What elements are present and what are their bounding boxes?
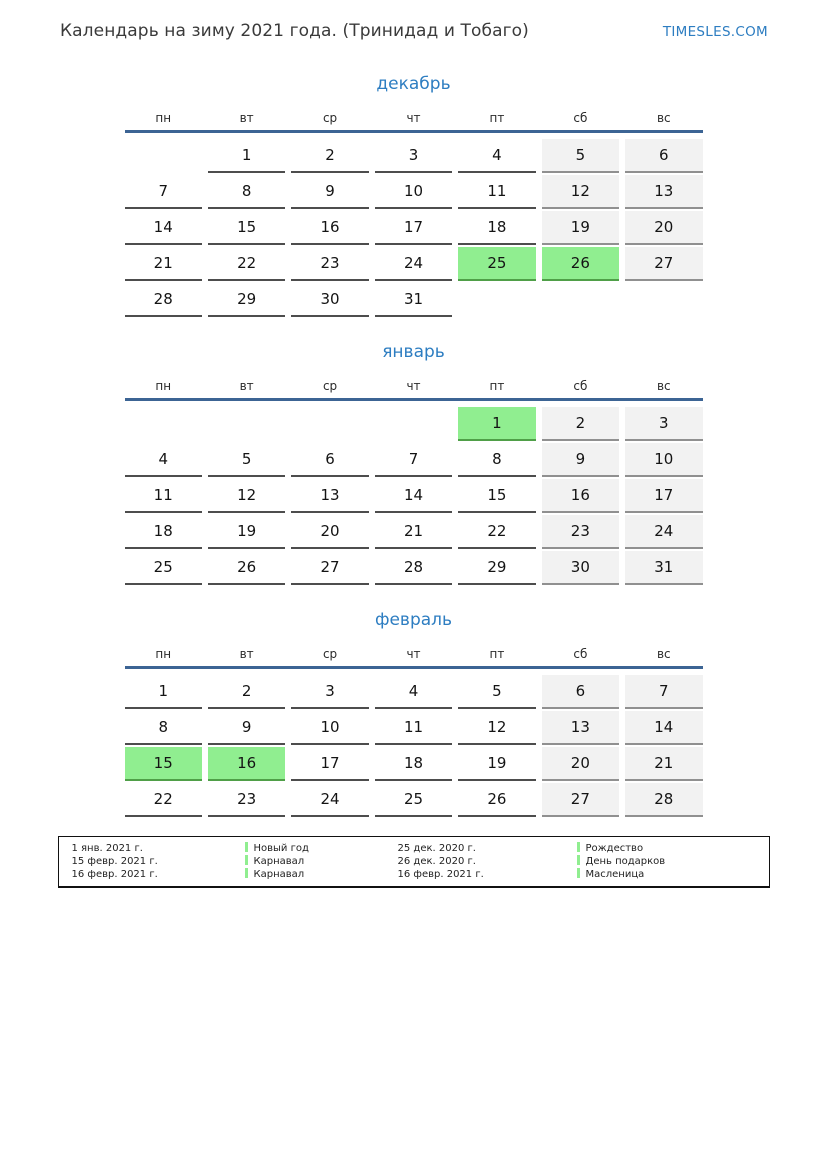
- legend-holiday-label: Рождество: [585, 843, 644, 854]
- legend-holiday-label: Карнавал: [253, 869, 305, 880]
- header-rule: [125, 666, 703, 669]
- month-grid: [125, 407, 703, 585]
- day-cell-day: 4: [125, 443, 202, 477]
- day-cell-day: 23: [208, 783, 285, 817]
- day-cell-day: 7: [125, 175, 202, 209]
- day-cell-holiday: 26: [542, 247, 619, 281]
- day-cell-day: 16: [291, 211, 368, 245]
- day-cell-day: 22: [208, 247, 285, 281]
- month-december: [125, 73, 703, 317]
- day-cell-weekend: 14: [625, 711, 702, 745]
- day-cell-day: 27: [291, 551, 368, 585]
- day-cell-day: 2: [291, 139, 368, 173]
- weekday-header-row: [125, 109, 703, 127]
- day-cell-day: 25: [125, 551, 202, 585]
- day-cell-day: 11: [375, 711, 452, 745]
- day-cell-day: 14: [375, 479, 452, 513]
- month-grid: [125, 675, 703, 817]
- empty-cell: [291, 407, 368, 441]
- day-cell-day: 22: [125, 783, 202, 817]
- month-title: декабрь: [376, 74, 451, 94]
- day-cell-weekend: 13: [542, 711, 619, 745]
- day-cell-weekend: 27: [542, 783, 619, 817]
- page-title: Календарь на зиму 2021 года. (Тринидад и Тобаго): [60, 21, 529, 41]
- day-cell-weekend: 21: [625, 747, 702, 781]
- day-cell-day: 28: [125, 283, 202, 317]
- day-cell-day: 17: [291, 747, 368, 781]
- day-cell-day: 7: [375, 443, 452, 477]
- weekday-label: вс: [656, 111, 671, 125]
- legend-date: 1 янв. 2021 г.: [71, 843, 143, 854]
- empty-cell: [542, 283, 619, 317]
- legend-holiday: [577, 842, 769, 855]
- day-cell-day: 11: [125, 479, 202, 513]
- day-cell-day: 1: [125, 675, 202, 709]
- empty-cell: [458, 283, 535, 317]
- day-cell-weekend: 20: [625, 211, 702, 245]
- day-cell-day: 26: [208, 551, 285, 585]
- day-cell-day: 14: [125, 211, 202, 245]
- month-title: январь: [382, 342, 445, 362]
- day-cell-day: 8: [208, 175, 285, 209]
- day-cell-day: 9: [291, 175, 368, 209]
- brand-link[interactable]: TIMESLES.COM: [662, 24, 768, 40]
- legend-holiday: [245, 868, 398, 881]
- header-rule: [125, 130, 703, 133]
- weekday-label: сб: [573, 647, 588, 661]
- legend-holiday: [577, 868, 769, 881]
- day-cell-weekend: 31: [625, 551, 702, 585]
- day-cell-day: 19: [208, 515, 285, 549]
- month-february: [125, 609, 703, 817]
- holiday-marker-icon: [577, 842, 580, 852]
- weekday-label: пт: [489, 111, 505, 125]
- header-rule: [125, 398, 703, 401]
- day-cell-holiday: 15: [125, 747, 202, 781]
- legend-date: 16 февр. 2021 г.: [397, 869, 484, 880]
- legend-row: [72, 855, 769, 868]
- weekday-label: вс: [656, 379, 671, 393]
- day-cell-day: 22: [458, 515, 535, 549]
- day-cell-day: 18: [375, 747, 452, 781]
- day-cell-weekend: 20: [542, 747, 619, 781]
- day-cell-weekend: 27: [625, 247, 702, 281]
- day-cell-day: 12: [458, 711, 535, 745]
- day-cell-day: 21: [375, 515, 452, 549]
- day-cell-day: 1: [208, 139, 285, 173]
- day-cell-day: 19: [458, 747, 535, 781]
- day-cell-day: 11: [458, 175, 535, 209]
- weekday-label: пт: [489, 647, 505, 661]
- day-cell-day: 23: [291, 247, 368, 281]
- day-cell-day: 20: [291, 515, 368, 549]
- day-cell-day: 18: [458, 211, 535, 245]
- weekday-label: чт: [406, 647, 421, 661]
- legend-date: 26 дек. 2020 г.: [397, 856, 476, 867]
- day-cell-weekend: 9: [542, 443, 619, 477]
- empty-cell: [125, 139, 202, 173]
- weekday-label: сб: [573, 379, 588, 393]
- day-cell-day: 15: [208, 211, 285, 245]
- weekday-label: ср: [322, 111, 338, 125]
- day-cell-holiday: 16: [208, 747, 285, 781]
- holiday-marker-icon: [245, 868, 248, 878]
- legend-row: [72, 868, 769, 881]
- legend-holiday-label: Масленица: [585, 869, 645, 880]
- day-cell-day: 24: [291, 783, 368, 817]
- day-cell-day: 21: [125, 247, 202, 281]
- day-cell-day: 5: [208, 443, 285, 477]
- day-cell-weekend: 23: [542, 515, 619, 549]
- day-cell-day: 6: [291, 443, 368, 477]
- weekday-label: вт: [239, 379, 254, 393]
- day-cell-weekend: 2: [542, 407, 619, 441]
- legend-row: [72, 842, 769, 855]
- day-cell-weekend: 28: [625, 783, 702, 817]
- month-grid: [125, 139, 703, 317]
- day-cell-day: 2: [208, 675, 285, 709]
- day-cell-day: 4: [375, 675, 452, 709]
- weekday-label: чт: [406, 379, 421, 393]
- weekday-label: чт: [406, 111, 421, 125]
- empty-cell: [625, 283, 702, 317]
- day-cell-weekend: 6: [542, 675, 619, 709]
- day-cell-holiday: 1: [458, 407, 535, 441]
- month-title: февраль: [374, 610, 453, 630]
- day-cell-weekend: 16: [542, 479, 619, 513]
- weekday-label: пн: [155, 647, 172, 661]
- weekday-label: ср: [322, 647, 338, 661]
- day-cell-day: 9: [208, 711, 285, 745]
- day-cell-weekend: 30: [542, 551, 619, 585]
- day-cell-weekend: 12: [542, 175, 619, 209]
- day-cell-day: 31: [375, 283, 452, 317]
- weekday-label: пт: [489, 379, 505, 393]
- day-cell-weekend: 10: [625, 443, 702, 477]
- legend-holiday: [245, 842, 398, 855]
- empty-cell: [375, 407, 452, 441]
- weekday-label: вт: [239, 647, 254, 661]
- day-cell-day: 13: [291, 479, 368, 513]
- legend-rows: [72, 842, 769, 881]
- legend-holiday-label: Новый год: [253, 843, 309, 854]
- legend-holiday-label: День подарков: [585, 856, 666, 867]
- day-cell-weekend: 13: [625, 175, 702, 209]
- day-cell-holiday: 25: [458, 247, 535, 281]
- weekday-label: ср: [322, 379, 338, 393]
- page-header: [0, 0, 827, 41]
- day-cell-weekend: 24: [625, 515, 702, 549]
- day-cell-day: 3: [375, 139, 452, 173]
- weekday-label: пн: [155, 111, 172, 125]
- day-cell-day: 29: [208, 283, 285, 317]
- holiday-marker-icon: [577, 868, 580, 878]
- day-cell-day: 3: [291, 675, 368, 709]
- day-cell-day: 24: [375, 247, 452, 281]
- months-container: [125, 73, 703, 817]
- day-cell-day: 10: [291, 711, 368, 745]
- holiday-marker-icon: [245, 855, 248, 865]
- weekday-header-row: [125, 377, 703, 395]
- day-cell-weekend: 3: [625, 407, 702, 441]
- day-cell-day: 30: [291, 283, 368, 317]
- day-cell-day: 4: [458, 139, 535, 173]
- day-cell-day: 12: [208, 479, 285, 513]
- day-cell-weekend: 6: [625, 139, 702, 173]
- holiday-legend: [58, 836, 770, 888]
- day-cell-weekend: 5: [542, 139, 619, 173]
- legend-holiday-label: Карнавал: [253, 856, 305, 867]
- weekday-label: пн: [155, 379, 172, 393]
- day-cell-day: 17: [375, 211, 452, 245]
- day-cell-day: 15: [458, 479, 535, 513]
- legend-date: 25 дек. 2020 г.: [397, 843, 476, 854]
- weekday-label: вт: [239, 111, 254, 125]
- month-january: [125, 341, 703, 585]
- holiday-marker-icon: [245, 842, 248, 852]
- day-cell-day: 8: [458, 443, 535, 477]
- day-cell-weekend: 17: [625, 479, 702, 513]
- empty-cell: [125, 407, 202, 441]
- day-cell-day: 29: [458, 551, 535, 585]
- day-cell-weekend: 7: [625, 675, 702, 709]
- day-cell-day: 18: [125, 515, 202, 549]
- day-cell-day: 28: [375, 551, 452, 585]
- day-cell-day: 10: [375, 175, 452, 209]
- weekday-label: сб: [573, 111, 588, 125]
- day-cell-day: 8: [125, 711, 202, 745]
- empty-cell: [208, 407, 285, 441]
- day-cell-day: 5: [458, 675, 535, 709]
- day-cell-day: 26: [458, 783, 535, 817]
- day-cell-weekend: 19: [542, 211, 619, 245]
- legend-holiday: [245, 855, 398, 868]
- weekday-label: вс: [656, 647, 671, 661]
- holiday-marker-icon: [577, 855, 580, 865]
- legend-date: 16 февр. 2021 г.: [71, 869, 158, 880]
- day-cell-day: 25: [375, 783, 452, 817]
- legend-holiday: [577, 855, 769, 868]
- legend-date: 15 февр. 2021 г.: [71, 856, 158, 867]
- weekday-header-row: [125, 645, 703, 663]
